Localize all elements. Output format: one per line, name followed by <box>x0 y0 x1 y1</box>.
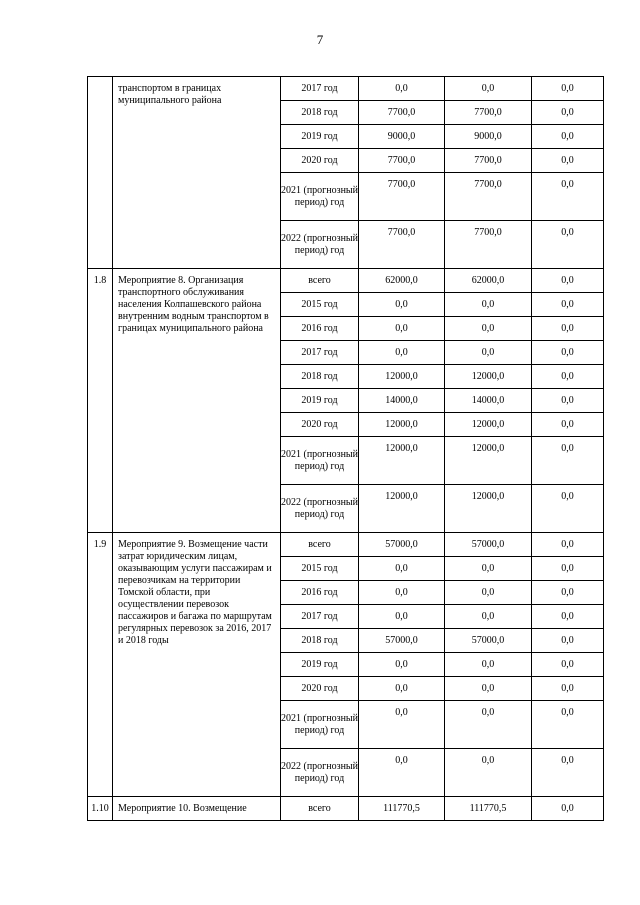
value-total: 7700,0 <box>359 221 445 269</box>
period-label: 2017 год <box>281 341 359 365</box>
value-budget: 0,0 <box>445 557 532 581</box>
value-budget: 62000,0 <box>445 269 532 293</box>
period-label: 2020 год <box>281 149 359 173</box>
activity-number: 1.10 <box>88 797 113 821</box>
value-other: 0,0 <box>532 221 604 269</box>
table-row <box>88 797 604 821</box>
value-total: 0,0 <box>359 581 445 605</box>
value-budget: 0,0 <box>445 341 532 365</box>
value-other: 0,0 <box>532 77 604 101</box>
value-total: 0,0 <box>359 605 445 629</box>
value-total: 12000,0 <box>359 485 445 533</box>
value-budget: 12000,0 <box>445 485 532 533</box>
value-other: 0,0 <box>532 701 604 749</box>
period-label: 2015 год <box>281 557 359 581</box>
period-label: 2019 год <box>281 653 359 677</box>
table-row <box>88 77 604 101</box>
activity-number: 1.8 <box>88 269 113 533</box>
period-label: всего <box>281 269 359 293</box>
period-label: 2016 год <box>281 581 359 605</box>
value-budget: 9000,0 <box>445 125 532 149</box>
value-other: 0,0 <box>532 125 604 149</box>
value-other: 0,0 <box>532 677 604 701</box>
value-budget: 0,0 <box>445 653 532 677</box>
value-other: 0,0 <box>532 101 604 125</box>
period-label: 2015 год <box>281 293 359 317</box>
value-other: 0,0 <box>532 749 604 797</box>
value-total: 0,0 <box>359 653 445 677</box>
value-total: 0,0 <box>359 749 445 797</box>
value-total: 0,0 <box>359 77 445 101</box>
value-budget: 0,0 <box>445 317 532 341</box>
value-other: 0,0 <box>532 581 604 605</box>
table-body <box>88 77 604 821</box>
period-label: 2021 (прогнозный период) год <box>281 701 359 749</box>
value-total: 62000,0 <box>359 269 445 293</box>
budget-table <box>87 76 604 821</box>
value-other: 0,0 <box>532 437 604 485</box>
value-total: 57000,0 <box>359 629 445 653</box>
value-budget: 111770,5 <box>445 797 532 821</box>
activity-description: Мероприятие 9. Возмещение части затрат юридическим лицам, оказывающим услуги пассажирам и перевозчикам на территории Томской области, при осуществлении перевозок пассажиров и багажа по маршрутам регулярных перевозок за 2016, 2017 и 2018 годы <box>113 533 281 797</box>
period-label: 2017 год <box>281 77 359 101</box>
value-budget: 14000,0 <box>445 389 532 413</box>
value-total: 7700,0 <box>359 173 445 221</box>
value-other: 0,0 <box>532 269 604 293</box>
value-total: 12000,0 <box>359 437 445 485</box>
value-budget: 7700,0 <box>445 149 532 173</box>
period-label: всего <box>281 533 359 557</box>
value-budget: 7700,0 <box>445 221 532 269</box>
value-budget: 12000,0 <box>445 413 532 437</box>
value-budget: 57000,0 <box>445 533 532 557</box>
value-budget: 7700,0 <box>445 173 532 221</box>
period-label: 2021 (прогнозный период) год <box>281 437 359 485</box>
value-other: 0,0 <box>532 341 604 365</box>
period-label: 2020 год <box>281 677 359 701</box>
period-label: 2016 год <box>281 317 359 341</box>
period-label: 2020 год <box>281 413 359 437</box>
period-label: 2022 (прогнозный период) год <box>281 485 359 533</box>
value-budget: 0,0 <box>445 581 532 605</box>
value-other: 0,0 <box>532 173 604 221</box>
value-other: 0,0 <box>532 797 604 821</box>
value-other: 0,0 <box>532 317 604 341</box>
value-other: 0,0 <box>532 629 604 653</box>
value-budget: 0,0 <box>445 749 532 797</box>
activity-number <box>88 77 113 269</box>
value-total: 0,0 <box>359 317 445 341</box>
value-total: 0,0 <box>359 341 445 365</box>
value-budget: 0,0 <box>445 293 532 317</box>
period-label: 2019 год <box>281 125 359 149</box>
value-total: 111770,5 <box>359 797 445 821</box>
value-total: 7700,0 <box>359 101 445 125</box>
value-other: 0,0 <box>532 293 604 317</box>
period-label: 2022 (прогнозный период) год <box>281 749 359 797</box>
value-total: 0,0 <box>359 557 445 581</box>
value-budget: 0,0 <box>445 701 532 749</box>
value-other: 0,0 <box>532 485 604 533</box>
value-total: 12000,0 <box>359 365 445 389</box>
period-label: 2019 год <box>281 389 359 413</box>
period-label: 2017 год <box>281 605 359 629</box>
activity-description: Мероприятие 8. Организация транспортного обслуживания населения Колпашевского района внутренним водным транспортом в границах муниципального района <box>113 269 281 533</box>
activity-description: Мероприятие 10. Возмещение <box>113 797 281 821</box>
value-total: 12000,0 <box>359 413 445 437</box>
value-total: 9000,0 <box>359 125 445 149</box>
value-other: 0,0 <box>532 365 604 389</box>
period-label: всего <box>281 797 359 821</box>
period-label: 2018 год <box>281 629 359 653</box>
page-number: 7 <box>316 32 324 47</box>
period-label: 2018 год <box>281 101 359 125</box>
activity-number: 1.9 <box>88 533 113 797</box>
period-label: 2018 год <box>281 365 359 389</box>
value-budget: 0,0 <box>445 77 532 101</box>
value-total: 7700,0 <box>359 149 445 173</box>
value-total: 14000,0 <box>359 389 445 413</box>
value-other: 0,0 <box>532 533 604 557</box>
value-budget: 12000,0 <box>445 437 532 485</box>
value-other: 0,0 <box>532 149 604 173</box>
value-total: 0,0 <box>359 677 445 701</box>
value-total: 0,0 <box>359 293 445 317</box>
activity-description: транспортом в границах муниципального района <box>113 77 281 269</box>
value-other: 0,0 <box>532 389 604 413</box>
table-row <box>88 269 604 293</box>
value-budget: 7700,0 <box>445 101 532 125</box>
value-budget: 12000,0 <box>445 365 532 389</box>
value-total: 57000,0 <box>359 533 445 557</box>
value-other: 0,0 <box>532 557 604 581</box>
value-other: 0,0 <box>532 605 604 629</box>
value-budget: 0,0 <box>445 605 532 629</box>
value-total: 0,0 <box>359 701 445 749</box>
value-other: 0,0 <box>532 653 604 677</box>
value-other: 0,0 <box>532 413 604 437</box>
period-label: 2022 (прогнозный период) год <box>281 221 359 269</box>
table-row <box>88 533 604 557</box>
period-label: 2021 (прогнозный период) год <box>281 173 359 221</box>
value-budget: 0,0 <box>445 677 532 701</box>
value-budget: 57000,0 <box>445 629 532 653</box>
